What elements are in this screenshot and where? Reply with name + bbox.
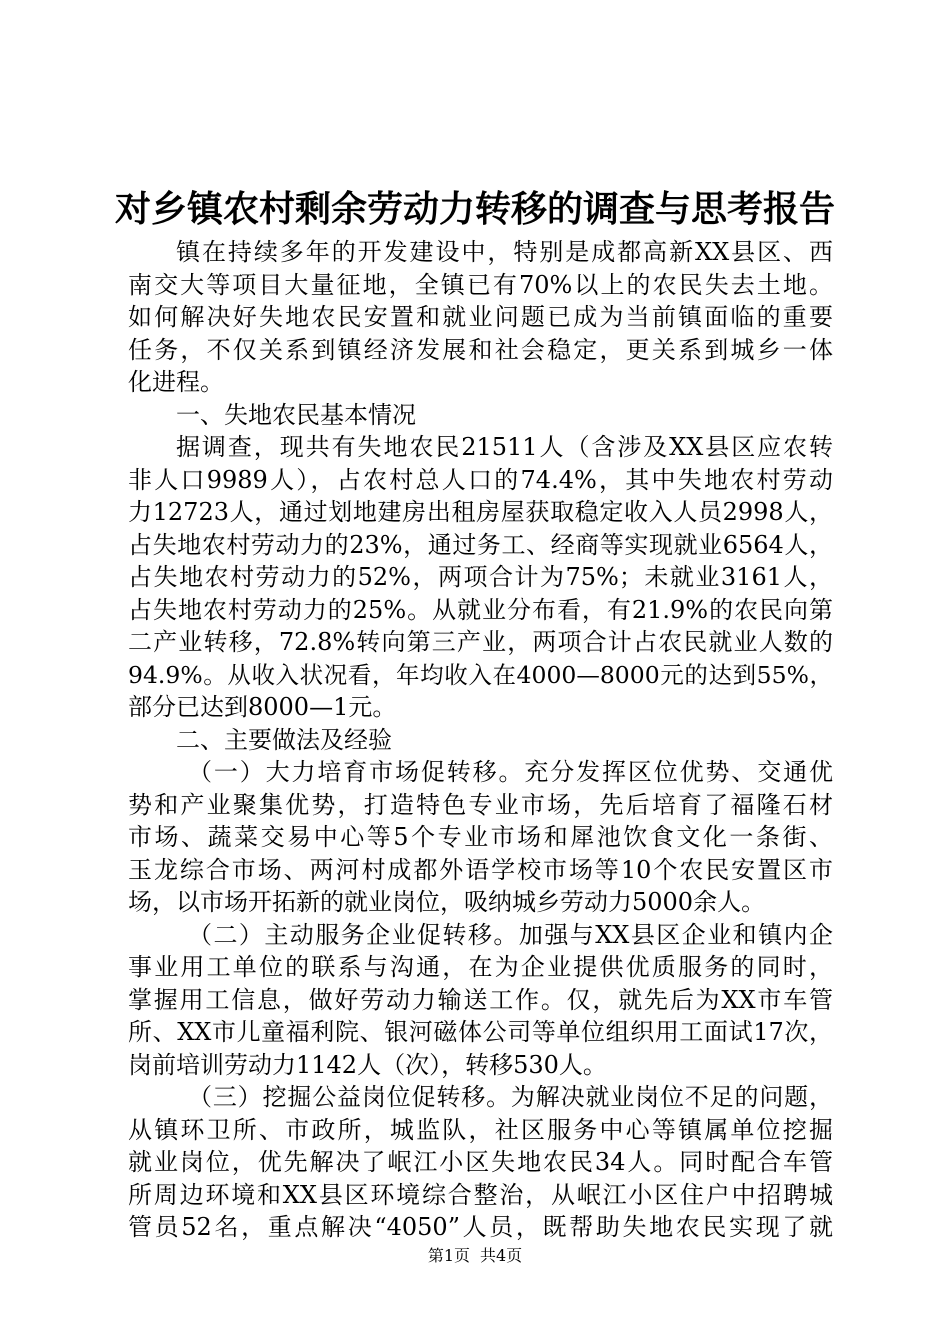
paragraph-line: 化进程。	[128, 368, 224, 396]
paragraph-line: 任务，不仅关系到镇经济发展和社会稳定，更关系到城乡一体	[128, 335, 833, 364]
paragraph-line: 市场、蔬菜交易中心等5个专业市场和犀池饮食文化一条街、	[128, 823, 833, 851]
paragraph-line: 所、XX市儿童福利院、银河磁体公司等单位组织用工面试17次，	[128, 1018, 833, 1046]
paragraph-line: 掌握用工信息，做好劳动力输送工作。仅，就先后为XX市车管	[128, 985, 833, 1014]
paragraph-line: 据调查，现共有失地农民21511人（含涉及XX县区应农转	[176, 433, 833, 461]
paragraph-line: 如何解决好失地农民安置和就业问题已成为当前镇面临的重要	[128, 303, 833, 331]
paragraph-line: 就业岗位，优先解决了岷江小区失地农民34人。同时配合车管	[128, 1148, 833, 1176]
paragraph-line: 事业用工单位的联系与沟通，在为企业提供优质服务的同时，	[128, 953, 833, 981]
paragraph-line: 部分已达到8000—1元。	[128, 693, 397, 721]
paragraph-line: （三）挖掘公益岗位促转移。为解决就业岗位不足的问题，	[188, 1083, 833, 1111]
paragraph-line: 占失地农村劳动力的52%，两项合计为75%；未就业3161人，	[128, 563, 833, 591]
document-title: 对乡镇农村剩余劳动力转移的调查与思考报告	[114, 188, 835, 230]
paragraph-line: 从镇环卫所、市政所，城监队，社区服务中心等镇属单位挖掘	[128, 1115, 833, 1144]
paragraph-line: （一）大力培育市场促转移。充分发挥区位优势、交通优	[188, 758, 833, 786]
page-footer	[0, 1244, 950, 1268]
section-heading: 二、主要做法及经验	[176, 725, 392, 754]
paragraph-line: 场，以市场开拓新的就业岗位，吸纳城乡劳动力5000余人。	[128, 888, 766, 916]
paragraph-line: 管员52名，重点解决“4050”人员，既帮助失地农民实现了就	[128, 1213, 833, 1241]
paragraph-line: 占失地农村劳动力的25%。从就业分布看，有21.9%的农民向第	[128, 595, 833, 624]
paragraph-line: 岗前培训劳动力1142人（次），转移530人。	[128, 1050, 607, 1079]
section-heading: 一、失地农民基本情况	[176, 400, 416, 429]
page-number: 第1页	[427, 1246, 470, 1265]
paragraph-line: （二）主动服务企业促转移。加强与XX县区企业和镇内企	[188, 920, 833, 949]
paragraph-line: 玉龙综合市场、两河村成都外语学校市场等10个农民安置区市	[128, 855, 833, 884]
paragraph-line: 势和产业聚集优势，打造特色专业市场，先后培育了福隆石材	[128, 790, 833, 819]
paragraph-line: 占失地农村劳动力的23%，通过务工、经商等实现就业6564人，	[128, 530, 833, 559]
paragraph-line: 非人口9989人），占农村总人口的74.4%，其中失地农村劳动	[128, 465, 833, 494]
paragraph-line: 二产业转移，72.8%转向第三产业，两项合计占农民就业人数的	[128, 628, 833, 656]
paragraph-line: 镇在持续多年的开发建设中，特别是成都高新XX县区、西	[176, 238, 833, 266]
paragraph-line: 力12723人，通过划地建房出租房屋获取稳定收入人员2998人，	[128, 498, 833, 526]
document-body	[128, 236, 833, 1244]
paragraph-line: 南交大等项目大量征地，全镇已有70%以上的农民失去土地。	[128, 270, 833, 299]
paragraph-line: 94.9%。从收入状况看，年均收入在4000—8000元的达到55%，	[128, 660, 833, 689]
page-total: 共4页	[480, 1246, 523, 1265]
paragraph-line: 所周边环境和XX县区环境综合整治，从岷江小区住户中招聘城	[128, 1180, 833, 1209]
